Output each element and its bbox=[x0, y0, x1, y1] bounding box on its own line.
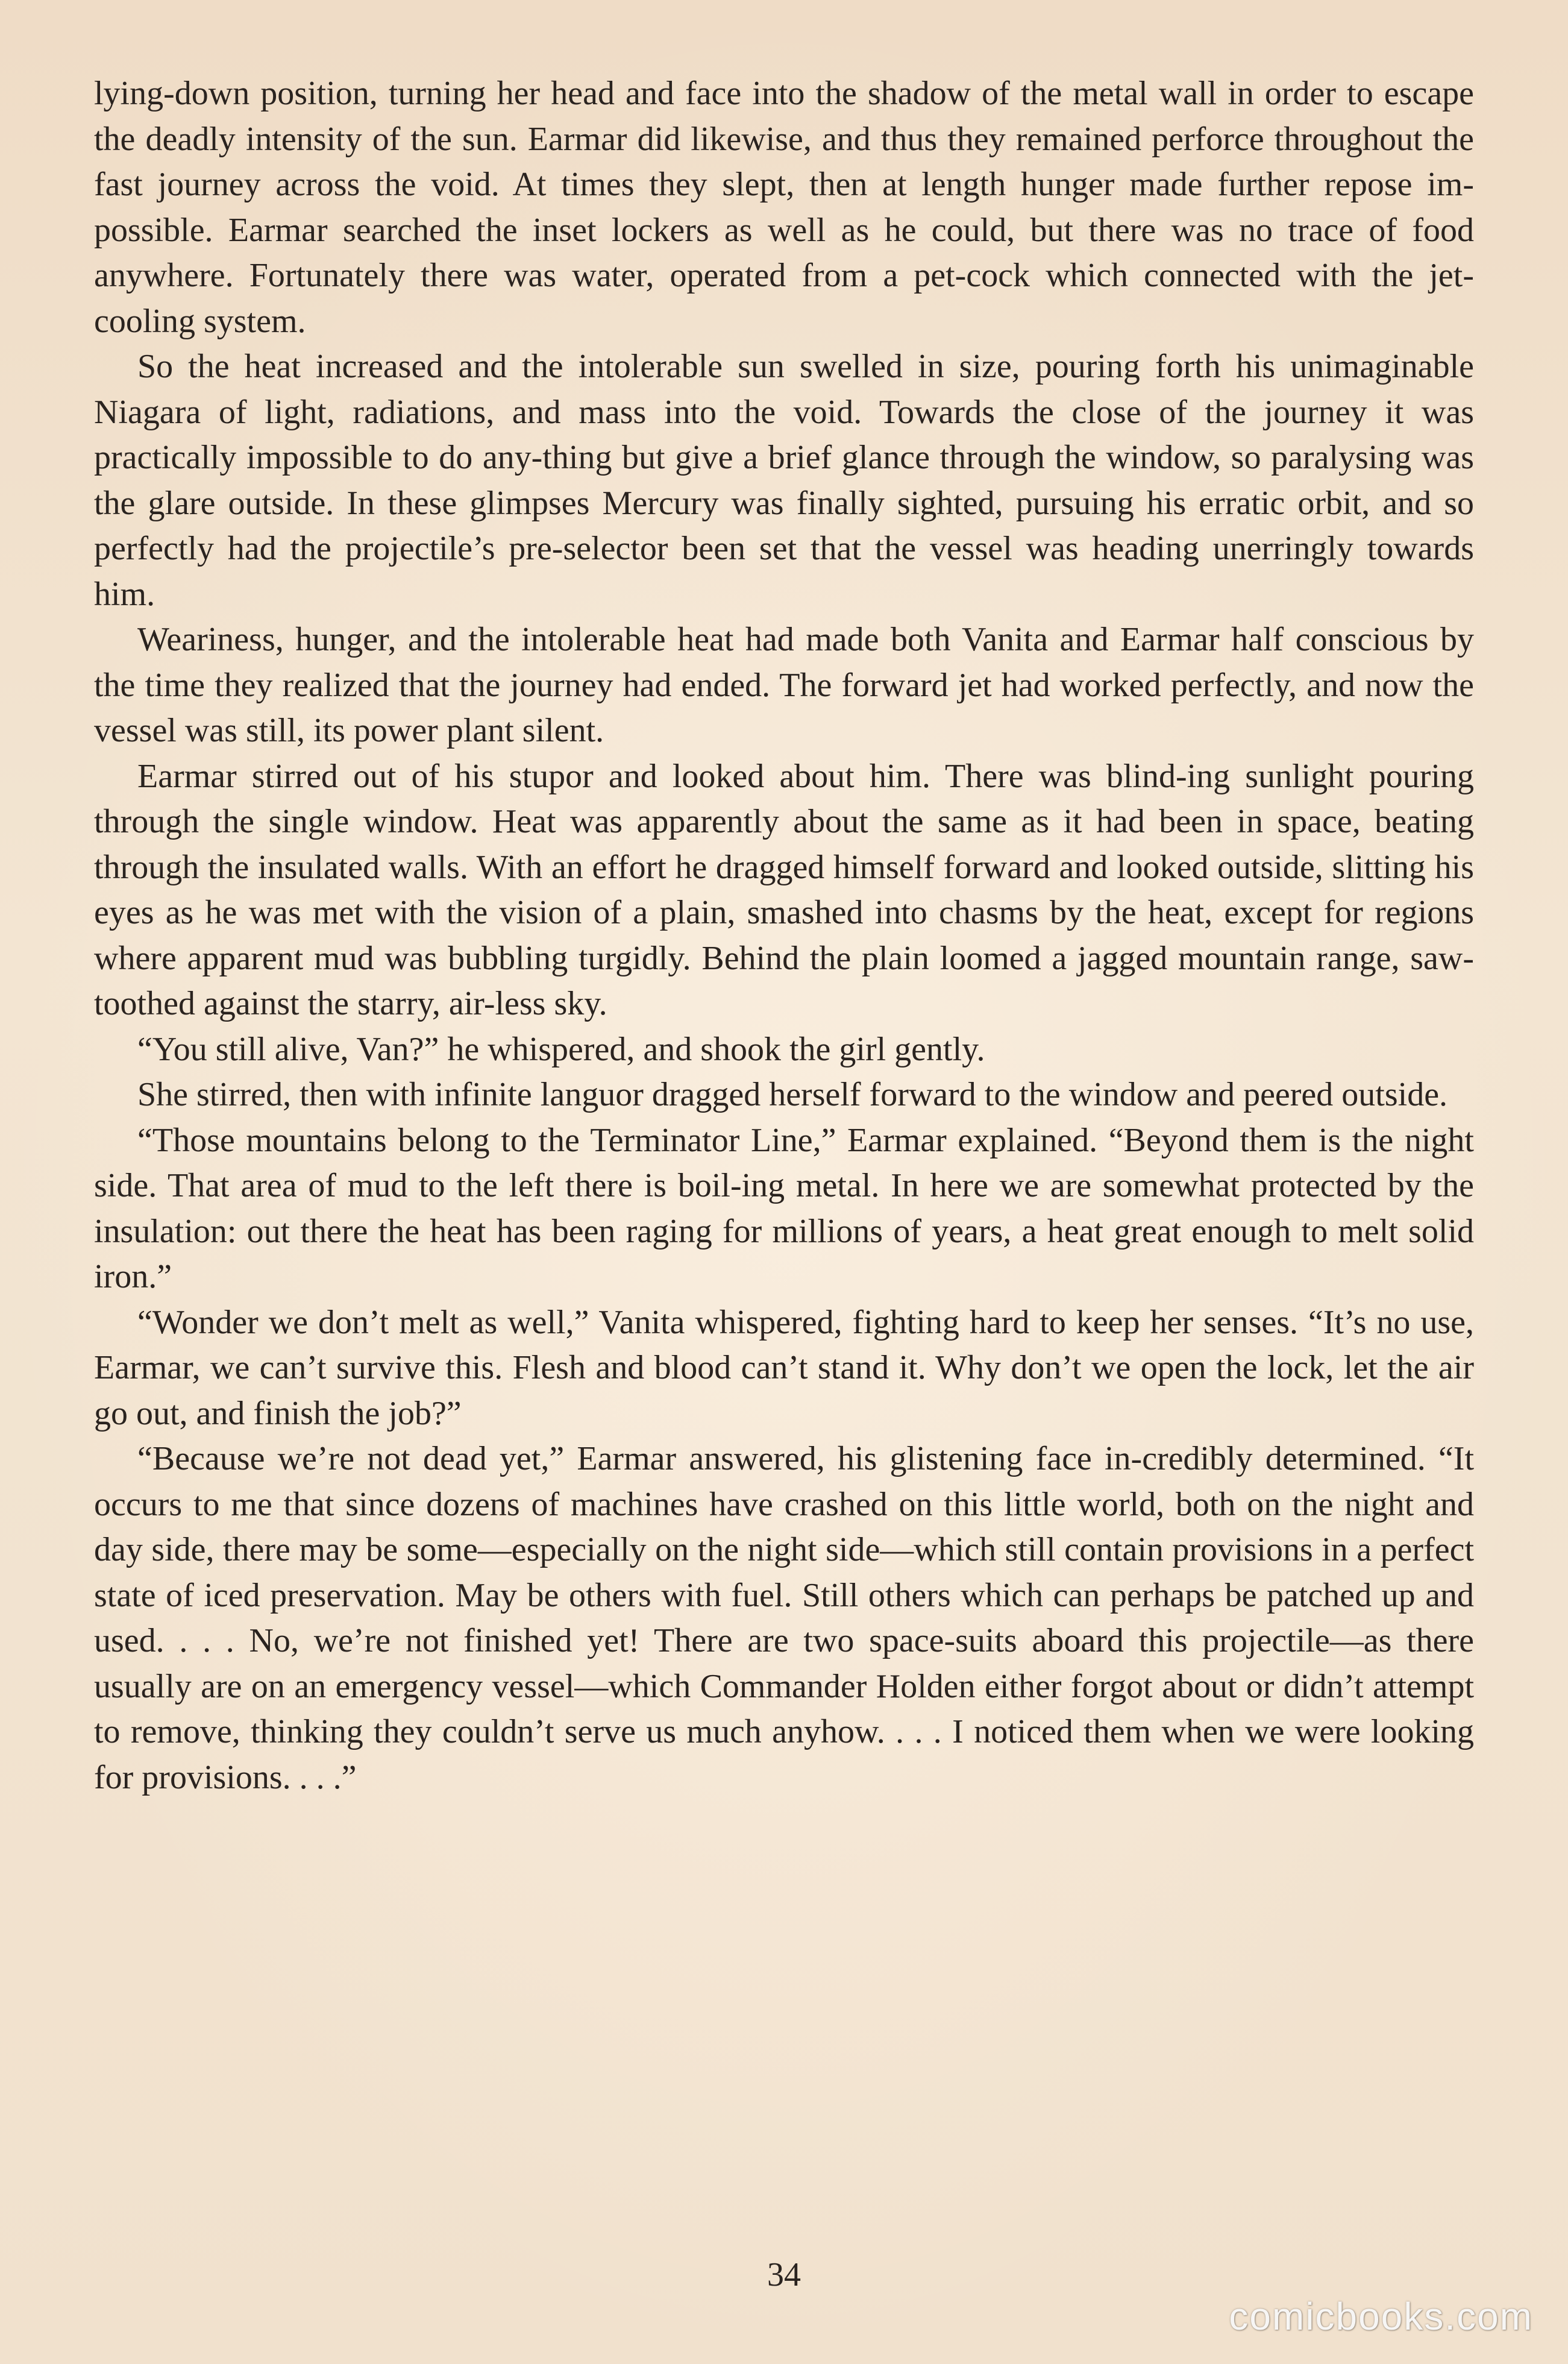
paragraph-8: “Wonder we don’t melt as well,” Vanita whispered, fighting hard to keep her senses. “It’s no use, Earmar, we can’t survive this. Flesh and blood can’t stand it. Why don’t we open the lock, let the air go out, and finish the job?” bbox=[94, 1303, 1474, 1432]
paragraph-5: “You still alive, Van?” he whispered, and shook the girl gently. bbox=[137, 1030, 985, 1068]
paragraph-6: She stirred, then with infinite languor dragged herself forward to the window and peered outside. bbox=[137, 1076, 1448, 1113]
watermark: comicbooks.com bbox=[1229, 2295, 1533, 2338]
paragraph-4: Earmar stirred out of his stupor and looked about him. There was blind-ing sunlight pouring through the single window. Heat was apparently about the same as it had been in space, beating through the insulated walls. With an effort he dragged himself forward and looked outside, slitting his eyes as he was met with the vision of a plain, smashed into chasms by the heat, except for regions where apparent mud was bubbling turgidly. Behind the plain loomed a jagged mountain range, saw-toothed against the starry, air-less sky. bbox=[94, 757, 1474, 1022]
paragraph-9: “Because we’re not dead yet,” Earmar answered, his glistening face in-credibly determined. “It occurs to me that since dozens of machines have crashed on this little world, both on the night and day side, there may be some—especially on the night side—which still contain provisions in a perfect state of iced preservation. May be others with fuel. Still others which can perhaps be patched up and used. . . . No, we’re not finished yet! There are two space-suits aboard this projectile—as there usually are on an emergency vessel—which Commander Holden either forgot about or didn’t attempt to remove, thinking they couldn’t serve us much anyhow. . . . I noticed them when we were looking for provisions. . . .” bbox=[94, 1440, 1474, 1796]
page-number: 34 bbox=[767, 2256, 801, 2293]
paragraph-1: lying-down position, turning her head and face into the shadow of the metal wall in order to escape the deadly intensity of the sun. Earmar did likewise, and thus they remained perforce throughout the fast journey across the void. At times they slept, then at length hunger made further repose im-possible. Earmar searched the inset lockers as well as he could, but there was no trace of food anywhere. Fortunately there was water, operated from a pet-cock which connected with the jet-cooling system. bbox=[94, 75, 1474, 340]
paragraph-7: “Those mountains belong to the Terminator Line,” Earmar explained. “Beyond them is the night side. That area of mud to the left there is boil-ing metal. In here we are somewhat protected by the insulation: out there the heat has been raging for millions of years, a heat great enough to melt solid iron.” bbox=[94, 1121, 1474, 1295]
paragraph-2: So the heat increased and the intolerable sun swelled in size, pouring forth his unimaginable Niagara of light, radiations, and mass into the void. Towards the close of the journey it was practically impossible to do any-thing but give a brief glance through the window, so paralysing was the glare outside. In these glimpses Mercury was finally sighted, pursuing his erratic orbit, and so perfectly had the projectile’s pre-selector been set that the vessel was heading unerringly towards him. bbox=[94, 348, 1474, 613]
body-text bbox=[94, 71, 1474, 1800]
paragraph-3: Weariness, hunger, and the intolerable heat had made both Vanita and Earmar half conscious by the time they realized that the journey had ended. The forward jet had worked perfectly, and now the vessel was still, its power plant silent. bbox=[94, 621, 1474, 749]
